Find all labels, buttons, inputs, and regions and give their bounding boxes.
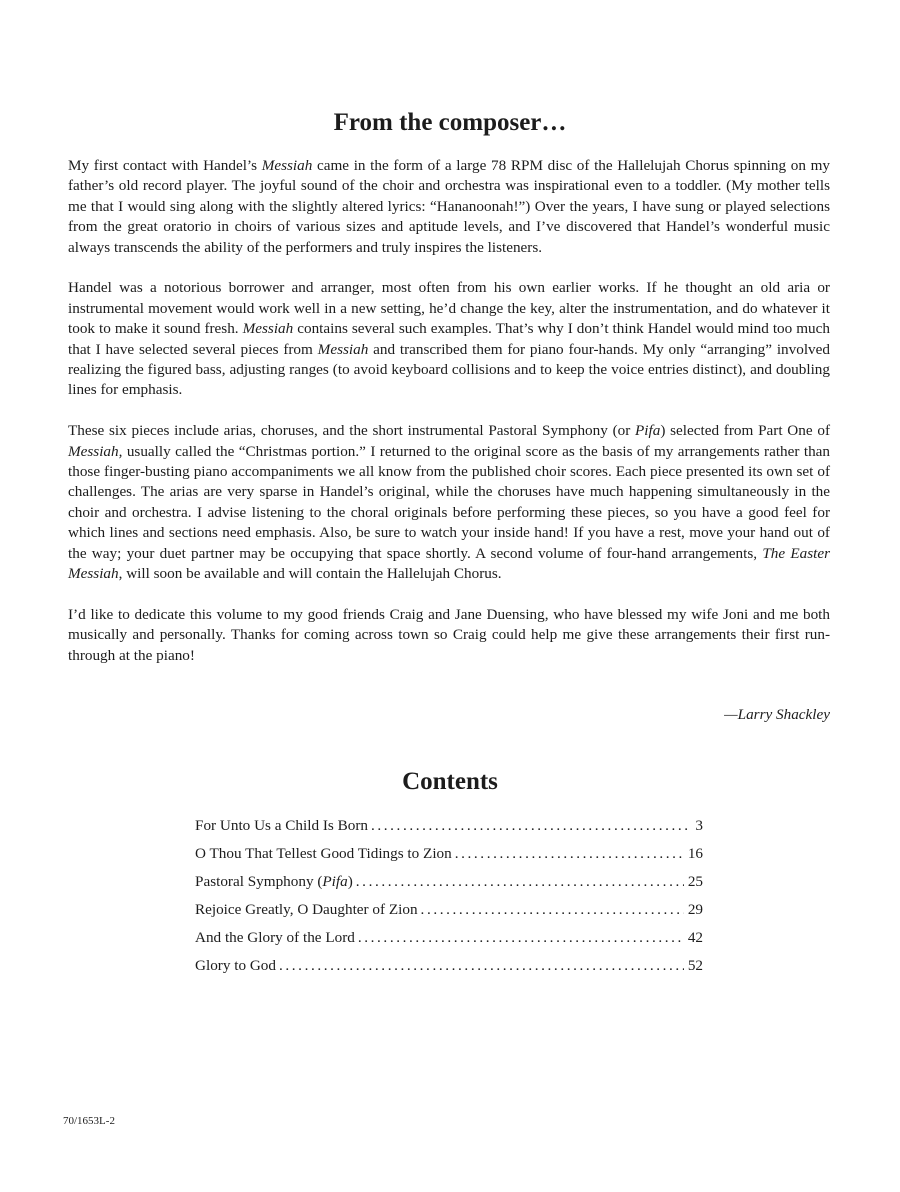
composer-note xyxy=(68,156,830,687)
dot-leader xyxy=(371,816,691,836)
signature: —Larry Shackley xyxy=(724,706,830,723)
toc-entry[interactable] xyxy=(195,872,703,900)
toc-entry-page: 25 xyxy=(687,873,703,890)
toc-entry-page: 16 xyxy=(687,845,703,862)
dot-leader xyxy=(356,872,684,892)
toc-entry-page: 42 xyxy=(687,929,703,946)
dot-leader xyxy=(279,956,684,976)
dot-leader xyxy=(421,900,684,920)
composer-section-title: From the composer… xyxy=(333,109,567,136)
contents-title: Contents xyxy=(402,768,498,795)
paragraph-1: My first contact with Handel’s Messiah came in the form of a large 78 RPM disc of the Hallelujah Chorus spinning on my father’s old record player. The joyful sound of the choir and orchestra was inspirational even to a toddler. (My mother tells me that I would sing along with the slightly altered lyrics: “Hananoonah!”) Over the years, I have sung or played selections from the great oratorio in choirs of various sizes and aptitude levels, and I’ve discovered that Handel’s wonderful music always transcends the ability of the performers and truly inspires the listeners. xyxy=(68,157,830,256)
paragraph-2: Handel was a notorious borrower and arranger, most often from his own earlier works. If he thought an old aria or instrumental movement would work well in a new setting, he’d change the key, alter the instrumentation, and do whatever it took to make it sound fresh. Messiah contains several such examples. That’s why I don’t think Handel would mind too much that I have selected several pieces from Messiah and transcribed them for piano four-hands. My only “arranging” involved realizing the figured bass, adjusting ranges (to avoid keyboard collisions and to keep the voice entries distinct), and doubling lines for emphasis. xyxy=(68,279,830,399)
toc-entry-title: And the Glory of the Lord xyxy=(195,929,355,946)
catalog-code: 70/1653L-2 xyxy=(63,1115,115,1127)
toc-entry[interactable] xyxy=(195,928,703,956)
paragraph-4: I’d like to dedicate this volume to my good friends Craig and Jane Duensing, who have blessed my wife Joni and me both musically and personally. Thanks for coming across town so Craig could help me give these arrangements their first run-through at the piano! xyxy=(68,605,830,664)
table-of-contents xyxy=(195,816,703,984)
dot-leader xyxy=(455,844,684,864)
toc-entry-title: For Unto Us a Child Is Born xyxy=(195,817,368,834)
toc-entry-title: O Thou That Tellest Good Tidings to Zion xyxy=(195,845,452,862)
toc-entry[interactable] xyxy=(195,816,703,844)
toc-entry[interactable] xyxy=(195,900,703,928)
toc-entry-page: 3 xyxy=(695,817,703,834)
toc-entry[interactable] xyxy=(195,844,703,872)
toc-entry[interactable] xyxy=(195,956,703,984)
toc-entry-page: 52 xyxy=(687,957,703,974)
toc-entry-page: 29 xyxy=(687,901,703,918)
paragraph-3: These six pieces include arias, choruses, and the short instrumental Pastoral Symphony (or Pifa) selected from Part One of Messiah, usually called the “Christmas portion.” I returned to the original score as the basis of my arrangements rather than those finger-busting piano accompaniments we all know from the published choir scores. Each piece presented its own set of challenges. The arias are very sparse in Handel’s original, while the choruses have much happening simultaneously in the choir and orchestra. I advise listening to the choral originals before performing these pieces, so you have a good feel for which lines and sections need emphasis. Also, be sure to watch your inside hand! If you have a rest, move your hand out of the way; your duet partner may be occupying that space shortly. A second volume of four-hand arrangements, The Easter Messiah, will soon be available and will contain the Hallelujah Chorus. xyxy=(68,422,830,583)
toc-entry-title: Rejoice Greatly, O Daughter of Zion xyxy=(195,901,418,918)
dot-leader xyxy=(358,928,684,948)
toc-entry-title: Pastoral Symphony (Pifa) xyxy=(195,873,353,890)
toc-entry-title: Glory to God xyxy=(195,957,276,974)
